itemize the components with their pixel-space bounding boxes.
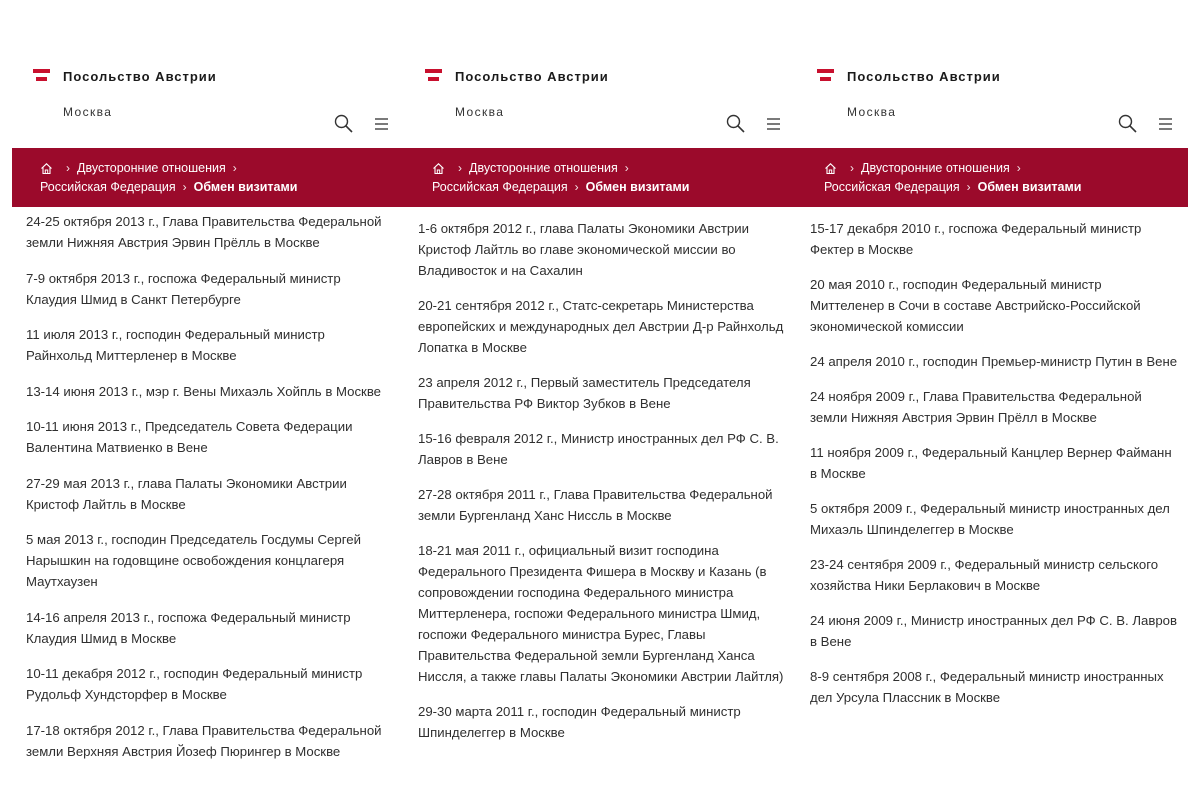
breadcrumb-current-page: Обмен визитами: [977, 180, 1082, 194]
screenshot-panel-3: [796, 0, 1188, 796]
site-subtitle: Москва: [455, 105, 505, 119]
site-title[interactable]: Посольство Австрии: [63, 69, 217, 84]
visit-list-item: 27-29 мая 2013 г., глава Палаты Экономики Австрии Кристоф Лайтль в Москве: [26, 475, 347, 512]
visit-list-item: 23-24 сентября 2009 г., Федеральный министр сельского хозяйства Ники Берлакович в Москве: [810, 557, 1159, 593]
breadcrumb: [404, 148, 796, 207]
site-title[interactable]: Посольство Австрии: [847, 69, 1001, 84]
visit-list-item: 24 ноября 2009 г., Глава Правительства Федеральной земли Нижняя Австрия Эрвин Прёлл в Москве: [810, 389, 1142, 425]
breadcrumb-current-page: Обмен визитами: [193, 180, 298, 194]
visit-list-item: 24-25 октября 2013 г., Глава Правительства Федеральной земли Нижняя Австрия Эрвин Прёлль в Москве: [26, 214, 382, 250]
chevron-right-icon: ›: [574, 180, 579, 194]
site-title[interactable]: Посольство Австрии: [455, 69, 609, 84]
chevron-right-icon: ›: [850, 161, 854, 175]
search-button[interactable]: [726, 114, 746, 134]
visit-list-item: 27-28 октября 2011 г., Глава Правительства Федеральной земли Бургенланд Ханс Ниссль в Москве: [418, 487, 773, 523]
breadcrumb: [12, 148, 404, 207]
visit-list-item: 14-16 апреля 2013 г., госпожа Федеральный министр Клаудия Шмид в Москве: [26, 609, 351, 646]
visits-list: [26, 211, 394, 776]
menu-button[interactable]: [1158, 114, 1178, 134]
breadcrumb-russian-federation[interactable]: Российская Федерация: [40, 180, 176, 194]
visit-list-item: 24 июня 2009 г., Министр иностранных дел РФ С. В. Лавров в Вене: [810, 613, 1178, 649]
menu-button[interactable]: [766, 114, 786, 134]
visit-list-item: 15-17 декабря 2010 г., госпожа Федеральный министр Фектер в Москве: [810, 221, 1142, 257]
visit-list-item: 24 апреля 2010 г., господин Премьер-министр Путин в Вене: [810, 354, 1178, 369]
visit-list-item: 29-30 марта 2011 г., господин Федеральный министр Шпинделеггер в Москве: [418, 704, 741, 740]
home-icon[interactable]: [824, 162, 837, 175]
visit-list-item: 8-9 сентября 2008 г., Федеральный министр иностранных дел Урсула Плассник в Москве: [810, 669, 1164, 705]
search-icon: [1118, 114, 1138, 134]
breadcrumb-bilateral-relations[interactable]: Двусторонние отношения: [469, 161, 618, 175]
breadcrumb-bilateral-relations[interactable]: Двусторонние отношения: [861, 161, 1010, 175]
hamburger-menu-icon: [766, 114, 782, 134]
chevron-right-icon: ›: [624, 161, 629, 175]
austria-flag-logo[interactable]: [425, 69, 442, 82]
home-icon[interactable]: [40, 162, 53, 175]
screenshot-panel-2: [404, 0, 796, 796]
visits-list: [810, 218, 1178, 722]
visit-list-item: 11 июля 2013 г., господин Федеральный министр Райнхольд Миттерленер в Москве: [26, 327, 325, 363]
search-button[interactable]: [334, 114, 354, 134]
chevron-right-icon: ›: [66, 161, 70, 175]
visit-list-item: 15-16 февраля 2012 г., Министр иностранных дел РФ С. В. Лавров в Вене: [418, 431, 779, 467]
visit-list-item: 1-6 октября 2012 г., глава Палаты Экономики Австрии Кристоф Лайтль во главе экономической миссии во Владивосток и на Сахалин: [418, 221, 749, 278]
visit-list-item: 7-9 октября 2013 г., госпожа Федеральный министр Клаудия Шмид в Санкт Петербурге: [26, 270, 341, 307]
visit-list-item: 11 ноября 2009 г., Федеральный Канцлер Вернер Файманн в Москве: [810, 445, 1172, 481]
breadcrumb-russian-federation[interactable]: Российская Федерация: [432, 180, 568, 194]
site-subtitle: Москва: [847, 105, 897, 119]
visits-list: [418, 218, 786, 757]
visit-list-item: 13-14 июня 2013 г., мэр г. Вены Михаэль Хойпль в Москве: [26, 383, 382, 399]
visit-list-item: 10-11 июня 2013 г., Председатель Совета Федерации Валентина Матвиенко в Вене: [26, 419, 353, 455]
austria-flag-logo[interactable]: [817, 69, 834, 82]
hamburger-menu-icon: [374, 114, 390, 134]
visit-list-item: 20-21 сентября 2012 г., Статс-секретарь Министерства европейских и международных дел Австрии Д-р Райнхольд Лопатка в Москве: [418, 298, 784, 355]
breadcrumb-current-page: Обмен визитами: [585, 180, 690, 194]
site-subtitle: Москва: [63, 105, 113, 119]
search-button[interactable]: [1118, 114, 1138, 134]
visit-list-item: 23 апреля 2012 г., Первый заместитель Председателя Правительства РФ Виктор Зубков в Вене: [418, 375, 751, 411]
visit-list-item: 18-21 мая 2011 г., официальный визит господина Федерального Президента Фишера в Москву и Казань (в сопровождении господина Федерального министра Миттерленера, госпожи Федерального министра Шмид, госпожи Федерального министра Бурес, Главы Правительства Федеральной земли Бургенланд Ханса Ниссля, а также главы Палаты Экономики Австрии Лайтля): [418, 543, 784, 684]
home-icon[interactable]: [432, 162, 445, 175]
hamburger-menu-icon: [1158, 114, 1174, 134]
breadcrumb-russian-federation[interactable]: Российская Федерация: [824, 180, 960, 194]
visit-list-item: 10-11 декабря 2012 г., господин Федеральный министр Рудольф Хундсторфер в Москве: [26, 666, 363, 702]
chevron-right-icon: ›: [232, 161, 237, 175]
chevron-right-icon: ›: [966, 180, 971, 194]
chevron-right-icon: ›: [182, 180, 187, 194]
visit-list-item: 5 октября 2009 г., Федеральный министр иностранных дел Михаэль Шпинделеггер в Москве: [810, 501, 1170, 537]
chevron-right-icon: ›: [458, 161, 462, 175]
search-icon: [726, 114, 746, 134]
visit-list-item: 17-18 октября 2012 г., Глава Правительства Федеральной земли Верхняя Австрия Йозеф Пюрингер в Москве: [26, 722, 382, 759]
breadcrumb: [796, 148, 1188, 207]
breadcrumb-bilateral-relations[interactable]: Двусторонние отношения: [77, 161, 226, 175]
visit-list-item: 5 мая 2013 г., господин Председатель Госдумы Сергей Нарышкин на годовщине освобождения концлагеря Маутхаузен: [26, 532, 361, 589]
screenshot-panel-1: [12, 0, 404, 796]
chevron-right-icon: ›: [1016, 161, 1021, 175]
search-icon: [334, 114, 354, 134]
menu-button[interactable]: [374, 114, 394, 134]
austria-flag-logo[interactable]: [33, 69, 50, 82]
visit-list-item: 20 мая 2010 г., господин Федеральный министр Миттеленер в Сочи в составе Австрийско-Российской экономической комиссии: [810, 277, 1141, 334]
